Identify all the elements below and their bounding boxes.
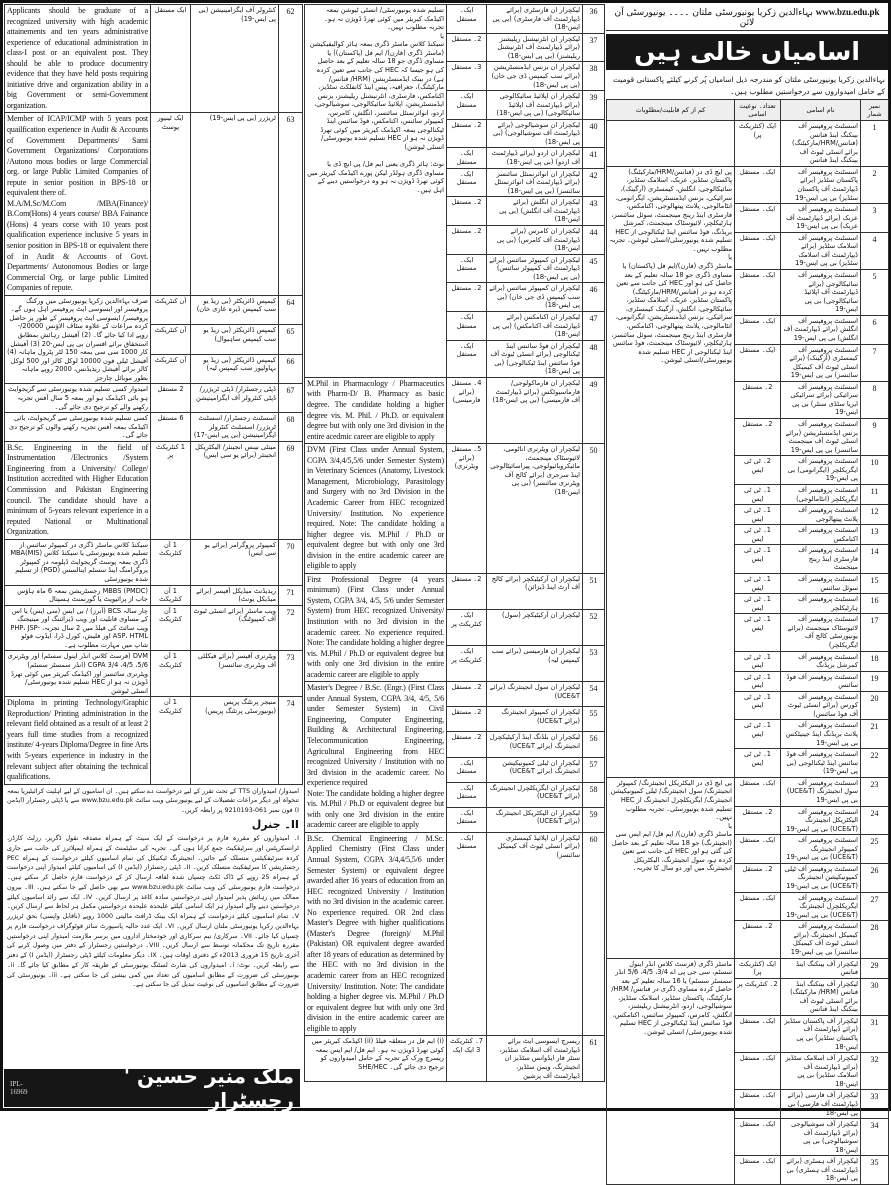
post-name-cell: لیکچرار ان ایگریکلچرل انجینئرنگ (برائے UCE&T) — [487, 782, 583, 807]
row-number-cell: 53 — [583, 646, 605, 682]
post-name-cell: منیجر پرنٹنگ پریس (یونیورسٹی پرنٹنگ پریس) — [191, 697, 279, 784]
post-name-cell: لیکچرار ان اپلائیڈ کیمسٹری (برائے انسٹی ٹیوٹ آف کیمیکل سائنسز) — [487, 832, 583, 1035]
post-name-cell: لیکچرار ان کامرس (برائے ڈیپارٹمنٹ آف کامرس) (بی پی ایس-18) — [487, 225, 583, 254]
tenure-cell: 2۔ مستقل — [735, 863, 781, 892]
row-number-cell: 52 — [583, 609, 605, 645]
table-row — [5, 384, 303, 413]
general-notes — [4, 785, 302, 993]
post-name-cell: اسسٹنٹ پروفیسر آف بزنس ایڈمنسٹریشن (برائے انسٹی ٹیوٹ آف مینجمنٹ سائنسز) بی پی ایس-19 — [781, 419, 861, 456]
post-name-cell: لیکچرار ان فارماکولوجی/ فارماسیوٹکس (برائے ڈیپارٹمنٹ آف فارمیسی) (بی پی ایس-18) — [487, 377, 583, 443]
post-name-cell: لیکچرار ان کمپیوٹر سائنس (برائے سب کیمپس ڈی جی خان) (بی پی ایس-18) — [487, 283, 583, 312]
qualification-cell: (PMDC) MBBS رجسٹریشن بمعہ 6 ماہ ہاؤس جاب از پرائیویٹ یا گورنمنٹ ہسپتال — [5, 585, 151, 605]
table-row — [305, 832, 605, 1035]
post-name-cell: کیمپس ڈائریکٹر (بی زیڈ یو سب کیمپس ڈیرہ غازی خان) — [191, 295, 279, 325]
row-number-cell: 40 — [583, 119, 605, 148]
row-number-cell: 43 — [583, 197, 605, 226]
row-number-cell: 28 — [861, 921, 889, 958]
row-number-cell: 5 — [861, 270, 889, 316]
row-number-cell: 6 — [861, 315, 889, 344]
row-number-cell: 47 — [583, 312, 605, 341]
row-number-cell: 50 — [583, 444, 605, 574]
table-row — [305, 573, 605, 609]
post-name-cell: ویب ماسٹر (برائے انسٹی ٹیوٹ آف کمپیوٹنگ) — [191, 605, 279, 651]
vacancy-table-62-74 — [4, 4, 303, 785]
table-row — [5, 413, 303, 442]
tenure-cell: 1۔ ٹی ٹی ایس — [735, 671, 781, 691]
column-right — [606, 4, 888, 1185]
header-qualification: کم از کم قابلیت/مطلوبات — [607, 100, 735, 121]
qualification-cell: پی ایچ ڈی در (فنانس/HRM/مارکیٹنگ) پاکستان سٹڈیز، عربک، اسلامک سٹڈیز، سائیکالوجی، انگلش، کیمسٹری (آرگینک)، سرائیکی، بزنس ایڈمنسٹریشن، ایگرانومی، انٹامالوجی، پلانٹ پیتھالوجی، اکنامکس، فارسٹری اینڈ رینج مینجمنٹ، سوئل سائنسز، ہارٹیکلچر، لائیوسٹاک مینجمنٹ، کمرشل بریڈنگ، فوڈ سائنس اینڈ ٹیکنالوجی از HEC تسلیم شدہ یونیورسٹی/انسٹی ٹیوشن۔ تجربہ مطلوب نہیں۔ یا ماسٹر ڈگری (فارن)/ایم فل (پاکستان) یا مساوی ڈگری جو 18 سالہ تعلیم کے بعد حاصل کی ہو اور HEC کی جانب سے تعین کردہ ہو در (فنانس/HRM/مارکیٹنگ) پاکستان سٹڈیز، عربک، اسلامک سٹڈیز، سائیکالوجی، انگلش، آرگینک کیمسٹری، سرائیکی، بزنس ایڈمنسٹریشن، ایگرانومی، انٹامالوجی، پلانٹ پیتھالوجی، اکنامکس، فارسٹری اینڈ رینج مینجمنٹ، سوئل سائنسز، ہارٹیکلچر، لائیوسٹاک مینجمنٹ، فوڈ سائنس اینڈ ٹیکنالوجی از HEC تسلیم شدہ یونیورسٹی/انسٹی ٹیوشن۔ — [607, 166, 735, 777]
table-row — [607, 958, 889, 978]
post-name-cell: کیمپس ڈائریکٹر (بی زیڈ یو سب کیمپس ساہیوال) — [191, 325, 279, 355]
table-row — [305, 682, 605, 707]
qualification-cell: First Professional Degree (4 years minimum) (First Class under Annual System, CGPA 3/4, 4/5, 5/6 under Semester System) from HEC recognized University/ Institution with no 3rd division in the academic career. No experience required. Note: The candidate holding a higher degree vis. M.Phil / Ph.D or equivalent degree but with only one 3rd division in the entire academic career are eligible to apply — [305, 573, 447, 681]
website-link[interactable]: www.bzu.edu.pk — [815, 7, 880, 17]
post-name-cell: اسسٹنٹ پروفیسر آف انگلش (برائے ڈیپارٹمنٹ آف انگلش) بی پی ایس-19 — [781, 315, 861, 344]
row-number-cell: 73 — [279, 651, 303, 697]
qualification-cell: M.Phil in Pharmacology / Pharmaceutics with Pharm-D/ B. Pharmacy as basic degree. The candidate holding a higher degree vis. M. Phil. / Ph.D. or equivalent degree but with only one 3rd division in the entire acedmic career are eligible to apply — [305, 377, 447, 443]
post-name-cell: لیکچرار ان کمپیوٹر سائنس (برائے ڈیپارٹمنٹ آف کمپیوٹر سائنس) (بی پی ایس-18) — [487, 254, 583, 283]
tenure-cell: ایک۔ مستقل — [447, 91, 487, 120]
tenure-cell: ایک۔ مستقل — [447, 168, 487, 197]
post-name-cell: اسسٹنٹ پروفیسر آف پلانٹ پیتھالوجی — [781, 505, 861, 525]
tenure-cell: 1۔ ٹی ٹی ایس — [735, 545, 781, 574]
row-number-cell: 65 — [279, 325, 303, 355]
tenure-cell: آن کنٹریکٹ — [151, 325, 191, 355]
tenure-cell: 2۔ مستقل — [447, 682, 487, 707]
row-number-cell: 58 — [583, 782, 605, 807]
table-row — [5, 697, 303, 784]
table-row — [607, 121, 889, 167]
row-number-cell: 57 — [583, 757, 605, 782]
row-number-cell: 17 — [861, 614, 889, 651]
table-row — [5, 295, 303, 325]
tenure-cell: 2 مستقل — [151, 384, 191, 413]
post-name-cell: اسسٹنٹ پروفیسر آف فوڈ سائنس اینڈ ٹیکنالوجی (بی پی ایس-19) — [781, 749, 861, 778]
table-row — [5, 113, 303, 295]
tenure-cell: 2۔ مستقل — [447, 225, 487, 254]
row-number-cell: 16 — [861, 594, 889, 614]
row-number-cell: 22 — [861, 749, 889, 778]
post-name-cell: اسسٹنٹ پروفیسر آف ہارٹیکلچر — [781, 594, 861, 614]
table-row — [305, 1036, 605, 1082]
general-instructions: I۔ امیدواروں کو مقررہ فارم پر درخواست کے ایک سیٹ کے ہمراہ مصدقہ نقول ڈگریز، رزلٹ کارڈز، ٹرانسکرپٹس اور سرٹیفکیٹ جمع کرانا ہوں گی۔ تجربہ کی سٹیٹمنٹ کے ہمراہ ایمپلائرز کی جانب سے جاری کردہ سرٹیفکیٹس منسلک کیے جائیں۔ انجینئرنگ ٹیکنیکل کی تمام اسامیوں کیلئے درخواست کے ہمراہ PEC رجسٹریشن کا سرٹیفکیٹ منسلک کریں۔ II۔ ڈپٹی رجسٹرار (ایڈمن I) کی اسامیوں کیلئے امیدوار اپنی درخواست کے ہمراہ 25 روپے کے ڈاک ٹکٹ چسپاں شدہ لفافہ ارسال کر کے درخواست فارم حاصل کر سکتے ہیں۔ درخواست فارم یونیورسٹی کی ویب سائٹ www.bzu.edu.pk سے بھی حاصل کیے جا سکتے ہیں۔ III۔ بیرون ممالک میں رہائش پذیر امیدوار اپنی درخواستیں سادہ کاغذ پر ارسال کریں۔ IV۔ ایک سے زائد اسامیوں کیلئے درخواستیں دینے والے امیدوار ہر ایک اسامی کیلئے علیحدہ علیحدہ درخواستیں مکمل ہر لحاظ سے ارسال کریں۔ V۔ تمام اسامیوں کیلئے درخواست کے ہمراہ ایک بینک ڈرافٹ مالیتی 1000 روپے (ناقابل واپسی) بحق ٹریژرر بہاءالدین زکریا یونیورسٹی ملتان ارسال کریں۔ VI۔ ایک عدد حالیہ پاسپورٹ سائز فوٹوگراف درخواست فارم پر چسپاں کیا جائے۔ VII۔ سرکاری/ نیم سرکاری اور خودمختار اداروں میں برسر ملازمت امیدوار اپنی درخواستیں مقررہ تاریخ تک محکمانہ توسط سے ارسال کریں۔ VIII۔ درخواستیں رجسٹرار کے دفتر میں وصول کرنے کی آخری تاریخ 15 فروری 2013ء کے دفتری اوقات ہیں۔ IX۔ دیگر معلومات کیلئے ڈپٹی رجسٹرار (ایڈمن I) کے دفتر سے رابطہ کریں۔ نوٹ: i۔ امیدواروں کی شارٹ لسٹنگ یونیورسٹی کے طریقہ کار کے مطابق کیا جائے گا۔ ii۔ یونیورسٹی کی ضرورت کے مطابق اسامیوں کی تعداد میں کمی بیشی کی جا سکتی ہے۔ iii۔ یونیورسٹی کی ضرورت کے مطابق اسامیوں کی نوعیت تبدیل کی جا سکتی ہے۔ — [7, 835, 300, 989]
qualification-cell: Member of ICAP/ICMP with 5 years post quailfication experience in Audit & Accounts of Government Departments/ Sami Government Organizations/ Corporations /Autono mous bodies or large Commercial org. or large Public Limited Companies of repute in senior position in BPS-18 or equivalent there of. M.A/M.Sc/M.Com /MBA(Finance)/ B.Com(Hons) 4 years course/ BBA Fainance (Hons) 4 years corse with 10 years post qualification experience inclusive 5 years in senior position in BPS-18 or equivalent there of in Audit & Accounts of Govt. Departments/ Autonomous Bodies or large Commercial Org. or large public Limited Companies of repute. — [5, 113, 151, 295]
tenure-cell: 2۔ مستقل — [447, 33, 487, 62]
column-middle — [304, 4, 604, 1082]
qualification-cell: DVM (فرسٹ کلاس انڈر اینول سسٹم) اور ویٹرنری 5/6، 4/5، 3/4 CGPA (انڈر سمسٹر سسٹم) ویٹرنری سائنسز اور اکیڈمک کیریئر میں کوئی تھرڈ ڈویژن نہ ہو از HEC تسلیم شدہ یونیورسٹی/ انسٹی ٹیوشن — [5, 651, 151, 697]
post-name-cell: لیکچرار ان انٹرنیشنل ریلیشنز (برائے ڈیپارٹمنٹ آف انٹرنیشنل ریلیشنز) (بی پی ایس-18) — [487, 33, 583, 62]
tenure-cell: 1 آن کنٹریکٹ — [151, 585, 191, 605]
header-tenure: تعداد۔ نوعیت اسامی — [735, 100, 781, 121]
post-name-cell: اسسٹنٹ پروفیسر آف کورس (برائے انسٹی ٹیوٹ آف فوڈ سائنس) — [781, 691, 861, 720]
post-name-cell: لیکچرار ان الیکٹریکل انجینئرنگ (برائے UCE&T) — [487, 807, 583, 832]
post-name-cell: لیکچرار آف بینکنگ اینڈ فنانس — [781, 958, 861, 978]
post-name-cell: اسسٹنٹ پروفیسر آف اکنامکس — [781, 525, 861, 545]
post-name-cell: لیکچرار آف اسلامک سٹڈیز (برائے ڈیپارٹمنٹ آف اسلامک سٹڈیز) بی پی ایس-18 — [781, 1053, 861, 1090]
tenure-cell: 2۔ مستقل — [447, 732, 487, 757]
qualification-cell: Applicants should be graduate of a recognized university with high academic attainements and ten years administrative experience of educational administration in class-I post or an equivalent post. They should be able to produce documentry evidence that they have held posts requiring initiative drive and organization ability in a big Government or semi-Government organization. — [5, 5, 151, 113]
header-post: نام اسامی — [781, 100, 861, 121]
tenure-cell: ایک۔ مستقل — [735, 1015, 781, 1052]
post-name-cell: ریذیڈنٹ میڈیکل آفیسر (برائے میڈیکل یونٹ) — [191, 585, 279, 605]
row-number-cell: 15 — [861, 574, 889, 594]
row-number-cell: 38 — [583, 62, 605, 91]
row-number-cell: 23 — [861, 777, 889, 806]
tenure-cell: 1۔ ٹی ٹی ایس — [735, 614, 781, 651]
registrar-footer — [4, 1064, 300, 1112]
tenure-cell: 1 آن کنٹریکٹ — [151, 651, 191, 697]
row-number-cell: 27 — [861, 892, 889, 921]
row-number-cell: 7 — [861, 344, 889, 381]
qualification-cell: پی ایچ ڈی در الیکٹریکل انجینئرنگ/ کمپیوٹر انجینئرنگ/ سول انجینئرنگ/ ٹیلی کمیونیکیشن انجینئرنگ/ ایگریکلچرل انجینئرنگ از HEC تسلیم شدہ یونیورسٹی۔ تجربہ مطلوب نہیں۔ یا ماسٹر ڈگری (فارن)/ ایم فل/ ایم ایس سی (انجینئرنگ) جو 18 سالہ تعلیم کے بعد حاصل کی گئی ہو اور HEC کی جانب سے تعین کردہ ہو، سول انجینئرنگ، الیکٹریکل انجینئرنگ میں اور دو سال کا تجربہ۔ — [607, 777, 735, 958]
tenure-cell: 1۔ ٹی ٹی ایس — [735, 749, 781, 778]
qualification-cell: صرف بہاءالدین زکریا یونیورسٹی میں ورکنگ پروفیسر اور ایسوسی ایٹ پروفیسر اہل ہوں گے۔ پروفیسر/ ایسوسی ایٹ پروفیسر کے طور پر حاصل کردہ مراعات کے علاوہ سٹاف الاؤنس 20000/- روپے ادا کیا جائے گا۔ (2) آفیشل رہائش بمطابق استحقاق برائے افسران بی پی ایس-20 (3) آفیشل کار 1000 سی سی بمعہ 150 لٹر پٹرول ماہانہ (4) آفیشل ٹیلی فون 10000 لوکل کالز اور 500 لوکل کالز برائے آفیشل ریذیڈنس، 2000 روپے ماہانہ بطور موبائل چارجز — [5, 295, 151, 384]
tenure-cell: 3۔ مستقل — [447, 62, 487, 91]
tenure-cell: ایک۔ مستقل — [735, 777, 781, 806]
qualification-cell: تسلیم شدہ یونیورسٹی/ انسٹی ٹیوشن بمعہ اکیڈمک کیریئر میں کوئی تھرڈ ڈویژن نہ ہو۔ تجربہ مطلوب نہیں۔ یا سیکنڈ کلاس ماسٹر ڈگری بمعہ ہائر کوالیفیکیشن (ماسٹر ڈگری (فارن)/ ایم فل (پاکستان)) یا مساوی ڈگری جو 18 سالہ تعلیم کے بعد حاصل کی ہو جیسا کہ HEC کی جانب سے تعین کردہ ہے) در بینک ایڈمنسٹریشن (HRM/ فنانس/ مارکیٹنگ)، جغرافیہ، پیس اینڈ کانفلکٹ سٹڈیز، اکنامکس، فارسٹری، انٹرنیشنل ریلیشنز، بزنس ایڈمنسٹریشن، اپلائیڈ سائیکالوجی، سوشیالوجی، اردو، انوائرنمنٹل سائنسز، انگلش، کامرس، کمپیوٹر سائنس، اکنامکس، فوڈ سائنس اینڈ ٹیکنالوجی بمعہ اکیڈمک کیریئر میں کوئی تھرڈ ڈویژن نہ ہو از HEC تسلیم شدہ یونیورسٹی/ انسٹی ٹیوشن) نوٹ: ہائر ڈگری یعنی ایم فل/ پی ایچ ڈی یا مساوی ڈگری ہولڈر لیکن پورے اکیڈمک کیریئر میں کوئی تھرڈ ڈویژن نہ ہو وہ درخواستیں دینے کے اہل ہیں۔ — [305, 5, 447, 378]
vacancies-banner: اسامیاں خالی ہیں — [606, 34, 888, 70]
post-name-cell: اسسٹنٹ پروفیسر آف کیمیکل انجینئرنگ (برائے انسٹی ٹیوٹ آف کیمیکل سائنسز) بی پی ایس-19 — [781, 921, 861, 958]
row-number-cell: 35 — [861, 1156, 889, 1185]
tenure-cell: ایک (کنٹریکٹ پر) — [735, 121, 781, 167]
tts-note: امیدوار/ امیدواران TTS کے تحت تقرر کے لیے درخواست دے سکتے ہیں۔ ان اسامیوں کے لیے اہلیت کرائیٹیریا بمعہ تنخواہ اور دیگر مراعات تفصیلات کے لیے یونیورسٹی ویب سائٹ www.bzu.edu.pk سے یا ڈپٹی رجسٹرار (ایڈمن I) فون نمبر 061-9210193 پر رابطہ کریں۔ — [7, 787, 299, 815]
intro-text: بہاءالدین زکریا یونیورسٹی ملتان کو مندرجہ ذیل اسامیاں پُر کرنے کیلئے پاکستانی قومیت کے حامل امیدواروں سے درخواستیں مطلوب ہیں۔ — [612, 75, 885, 96]
tenure-cell: 2۔ مستقل — [735, 381, 781, 418]
tenure-cell: 2۔ مستقل — [447, 119, 487, 148]
row-number-cell: 72 — [279, 605, 303, 651]
tenure-cell: 6 مستقل — [151, 413, 191, 442]
row-number-cell: 12 — [861, 505, 889, 525]
qualification-cell: سیکنڈ کلاس ماسٹر ڈگری در کمپیوٹر سائنس از تسلیم شدہ یونیورسٹی یا سیکنڈ کلاس (MIS)MBA ڈگری بمعہ پوسٹ گریجوایٹ ڈپلومہ در کمپیوٹر پروگرامنگ اینڈ سسٹم اینالسس (PGD) از تسلیم شدہ یونیورسٹی — [5, 539, 151, 585]
row-number-cell: 24 — [861, 806, 889, 835]
tenure-cell: ایک۔ مستقل — [447, 782, 487, 807]
row-number-cell: 46 — [583, 283, 605, 312]
post-name-cell: لیکچرار ان ویٹرنری اناٹومی، لائیوسٹاک مینجمنٹ، مائیکروبائیولوجی، پیراسائیٹالوجی اینڈ سرجری (برائے کالج آف ویٹرنری سائنسز) (بی پی ایس-18) — [487, 444, 583, 574]
row-number-cell: 32 — [861, 1053, 889, 1090]
tenure-cell: ایک۔ مستقل — [447, 832, 487, 1035]
tenure-cell: 2۔ مستقل — [447, 197, 487, 226]
tenure-cell: ایک۔ مستقل — [447, 312, 487, 341]
qualification-cell — [607, 121, 735, 167]
post-name-cell: اسسٹنٹ پروفیسر آف ٹیلی کمیونیکیشن انجینئرنگ (UCE&T) بی پی ایس-19 — [781, 863, 861, 892]
post-name-cell: اسسٹنٹ پروفیسر آف ایگریکلچر (انٹامالوجی) — [781, 484, 861, 504]
table-row — [305, 5, 605, 34]
tenure-cell: 4۔ مستقل (برائے فارمیسی) — [447, 377, 487, 443]
tenure-cell: ایک۔ مستقل — [735, 204, 781, 233]
post-name-cell: اسسٹنٹ پروفیسر آف الیکٹریکل انجینئرنگ (UCE&T) بی پی ایس-19 — [781, 806, 861, 835]
row-number-cell: 63 — [279, 113, 303, 295]
row-number-cell: 55 — [583, 707, 605, 732]
tenure-cell: 1۔ ٹی ٹی ایس — [735, 505, 781, 525]
row-number-cell: 59 — [583, 807, 605, 832]
post-name-cell: لیکچرار ان اکنامکس (برائے ڈیپارٹمنٹ آف اکنامکس) (بی پی ایس-18) — [487, 312, 583, 341]
row-number-cell: 33 — [861, 1090, 889, 1119]
tenure-cell: ایک۔ مستقل — [447, 148, 487, 168]
tenure-cell: 2۔ مستقل — [447, 283, 487, 312]
tenure-cell: 7۔ کنٹریکٹ 3 ایک ایک — [447, 1036, 487, 1082]
post-name-cell: لیکچرار ان فارسٹری (برائے ڈیپارٹمنٹ آف فارسٹری) (بی پی ایس-18) — [487, 5, 583, 34]
header-number: نمبر شمار — [861, 100, 889, 121]
row-number-cell: 9 — [861, 419, 889, 456]
row-number-cell: 45 — [583, 254, 605, 283]
tenure-cell: 1 آن کنٹریکٹ — [151, 605, 191, 651]
post-name-cell: لیکچرار ان سول انجینئرنگ (برائے UCE&T) — [487, 682, 583, 707]
post-name-cell: لیکچرار آف ہسٹری (برائے ڈیپارٹمنٹ آف ہسٹری) بی پی ایس-18 — [781, 1156, 861, 1185]
table-header-row — [607, 100, 889, 121]
row-number-cell: 21 — [861, 720, 889, 749]
tenure-cell: ایک۔ مستقل — [735, 835, 781, 864]
post-name-cell: لیکچرار آف سوشیالوجی (برائے ڈیپارٹمنٹ آف سوشیالوجی) بی پی ایس-18 — [781, 1119, 861, 1156]
row-number-cell: 44 — [583, 225, 605, 254]
qualification-cell: DVM (First Class under Annual System, CGPA 3/4,4/5,5/6 under Semester System) in Veterinary Sciences (Anatomy, Livestock Management, Microbiology, Parasitology and Surgery with no 3rd Division in the Academic Career from HEC recognized University/ Institution. No experience required. Note: The candidate holding a higher degree vis. M.Phil / Ph.D or equivalent degree but with only one 3rd division in the entire academic career are eligible to apply — [305, 444, 447, 574]
table-row — [5, 605, 303, 651]
tenure-cell: 1۔ ٹی ٹی ایس — [735, 594, 781, 614]
row-number-cell: 61 — [583, 1036, 605, 1082]
post-name-cell: لیکچرار ان فارمیسی (برائے سب کیمپس لیہ) — [487, 646, 583, 682]
tenure-cell: ایک۔ مستقل — [735, 1053, 781, 1090]
post-name-cell: اسسٹنٹ پروفیسر آف کیمسٹری (آرگینک) (برائے انسٹی ٹیوٹ آف کیمیکل سائنسز) بی پی ایس-19 — [781, 344, 861, 381]
row-number-cell: 29 — [861, 958, 889, 978]
row-number-cell: 51 — [583, 573, 605, 609]
qualification-cell: کسی تسلیم شدہ یونیورسٹی سے گریجوایٹ، بائی اکیڈمک بمعہ آفس تجربہ رکھنے والوں کو ترجیح دی جائے گی۔ — [5, 413, 151, 442]
tenure-cell: آن کنٹریکٹ — [151, 354, 191, 384]
tenure-cell: 1۔ ٹی ٹی ایس — [735, 484, 781, 504]
post-name-cell: ٹریژرر (بی پی ایس-19) — [191, 113, 279, 295]
tenure-cell: 2۔ مستقل — [447, 707, 487, 732]
tenure-cell: ایک (کنٹریکٹ پر) — [735, 958, 781, 978]
table-row — [5, 585, 303, 605]
tenure-cell: ایک۔ مستقل — [447, 5, 487, 34]
row-number-cell: 10 — [861, 456, 889, 485]
post-name-cell: اسسٹنٹ پروفیسر آف فوڈ سائنس — [781, 671, 861, 691]
tenure-cell: 1 آن کنٹریکٹ — [151, 697, 191, 784]
tenure-cell: آن کنٹریکٹ — [151, 295, 191, 325]
table-row — [607, 166, 889, 203]
post-name-cell: اسسٹنٹ پروفیسر آف لائیوسٹاک مینجمنٹ (برائے یونیورسٹی کالج آف ایگریکلچر) — [781, 614, 861, 651]
row-number-cell: 56 — [583, 732, 605, 757]
tenure-cell: 1۔ ٹی ٹی ایس — [735, 720, 781, 749]
qualification-cell: چار سالہ BCS (آنرز) / بی ایس (سی ایس) یا اس کے مساوی قابلیت اور ویب ڈیزائننگ اور مینیجنگ ویب سائٹ کی فیلڈ میں 2 سال تجربہ، PHP، JSP-ASP، HTML اور فلیش، کورل ڈرا، ایڈوب فوٹو شاپ میں مہارت مطلوب ہے۔ — [5, 605, 151, 651]
tenure-cell: 2۔ مستقل — [735, 806, 781, 835]
post-name-cell: اسسٹنٹ رجسٹرار/ اسسٹنٹ ٹریژرر/ اسسٹنٹ کنٹرولر ایگزامینیشن (بی پی ایس-17) — [191, 413, 279, 442]
post-name-cell: اسسٹنٹ پروفیسر آف سول انجینئرنگ (UCE&T) بی پی ایس-19 — [781, 777, 861, 806]
tenure-cell: 1۔ ٹی ٹی ایس — [735, 574, 781, 594]
post-name-cell: لیکچرار ان انگلش (برائے ڈیپارٹمنٹ آف انگلش) (بی پی ایس-18) — [487, 197, 583, 226]
registrar-signatory: ملک منیر حسین ' رجسٹرار — [123, 1064, 294, 1112]
post-name-cell: کیمپس ڈائریکٹر (بی زیڈ یو بہاولپور سب کیمپس لیہ) — [191, 354, 279, 384]
tenure-cell: ایک۔ مستقل — [735, 892, 781, 921]
post-name-cell: اسسٹنٹ پروفیسر آف پاکستان سٹڈیز (برائے ڈیپارٹمنٹ آف پاکستان سٹڈیز) بی پی ایس-19 — [781, 166, 861, 203]
row-number-cell: 4 — [861, 232, 889, 269]
row-number-cell: 14 — [861, 545, 889, 574]
tenure-cell: 1۔ ٹی ٹی ایس — [735, 525, 781, 545]
tenure-cell: ایک۔ مستقل — [735, 1090, 781, 1119]
post-name-cell: اسسٹنٹ پروفیسر آف سرائیکی (برائے سرائیکی ایریا سٹڈی سنٹر) بی پی ایس-19 — [781, 381, 861, 418]
tenure-cell: ایک۔ مستقل — [735, 344, 781, 381]
row-number-cell: 13 — [861, 525, 889, 545]
tenure-cell: ایک مستقل — [151, 5, 191, 113]
post-name-cell: لیکچرار ان بلڈنگ اینڈ آرکیٹیکچرل انجینئرنگ (برائے UCE&T) — [487, 732, 583, 757]
qualification-cell: (i) ایم فل در متعلقہ فیلڈ (ii) اکیڈمک کیریئر میں کوئی تھرڈ ڈویژن نہ ہو۔ ایم فل/ ایم ایس بمعہ ریسرچ ورک کے تجربہ کے حامل امیدواروں کو ترجیح دی جائے گی۔ SHE/HEC — [305, 1036, 447, 1082]
post-name-cell: لیکچرار ان آرکیٹیکچر (سول) — [487, 609, 583, 645]
row-number-cell: 19 — [861, 671, 889, 691]
tenure-cell: ایک۔ مستقل — [735, 1156, 781, 1185]
qualification-cell: امیدوار کسی تسلیم شدہ یونیورسٹی سے گریجوایٹ ہو بائی اکیڈمک ہو اور بمعہ 5 سال آفس تجربہ رکھنے والے کو ترجیح دی جائے گی۔ — [5, 384, 151, 413]
tenure-cell: ایک۔ مستقل — [735, 315, 781, 344]
row-number-cell: 70 — [279, 539, 303, 585]
post-name-cell: اسسٹنٹ پروفیسر آف ایگریکلچرل انجینئرنگ (UCE&T) بی پی ایس-19 — [781, 892, 861, 921]
post-name-cell: اسسٹنٹ پروفیسر آف پلانٹ بریڈنگ اینڈ جینیٹکس بی پی ایس-19 — [781, 720, 861, 749]
post-name-cell: اسسٹنٹ پروفیسر آف کمرشل بریڈنگ — [781, 651, 861, 671]
tenure-cell: 2۔ ٹی ٹی ایس — [735, 456, 781, 485]
post-name-cell: اسسٹنٹ پروفیسر آف بینکنگ اینڈ فنانس (فنانس/HRM/مارکیٹنگ) برائے انسٹی ٹیوٹ آف بینکنگ اینڈ فنانس — [781, 121, 861, 167]
tenure-cell: ایک۔ مستقل — [735, 166, 781, 203]
row-number-cell: 54 — [583, 682, 605, 707]
ad-code: IPL-16969 — [10, 1080, 28, 1096]
row-number-cell: 26 — [861, 863, 889, 892]
tenure-cell: ایک۔ مستقل — [735, 232, 781, 269]
post-name-cell: اسسٹنٹ پروفیسر آف سائیکالوجی (برائے ڈیپارٹمنٹ آف اپلائیڈ سائیکالوجی) بی پی ایس-19 — [781, 270, 861, 316]
row-number-cell: 31 — [861, 1015, 889, 1052]
tenure-cell: 1۔ ٹی ٹی ایس — [735, 691, 781, 720]
table-row — [305, 377, 605, 443]
row-number-cell: 66 — [279, 354, 303, 384]
table-row — [305, 444, 605, 574]
post-name-cell: اسسٹنٹ پروفیسر آف کمپیوٹر انجینئرنگ (UCE&T) بی پی ایس-19 — [781, 835, 861, 864]
post-name-cell: اسسٹنٹ پروفیسر آف سوئل سائنس — [781, 574, 861, 594]
column-left — [4, 4, 302, 1112]
row-number-cell: 67 — [279, 384, 303, 413]
row-number-cell: 74 — [279, 697, 303, 784]
row-number-cell: 41 — [583, 148, 605, 168]
tenure-cell: ایک۔ مستقل — [447, 340, 487, 377]
row-number-cell: 39 — [583, 91, 605, 120]
table-row — [607, 777, 889, 806]
post-name-cell: لیکچرار ان اردو (برائے ڈیپارٹمنٹ آف اردو) (بی پی ایس-18) — [487, 148, 583, 168]
row-number-cell: 62 — [279, 5, 303, 113]
table-row — [5, 651, 303, 697]
post-name-cell: لیکچرار ان انوائرنمنٹل سائنسز (برائے ڈیپارٹمنٹ آف انوائرنمنٹل سائنسز) (بی پی ایس-18) — [487, 168, 583, 197]
qualification-cell: Diploma in printing Technology/Graphic Reproduction/ Printing administration in the relevant field obtained as a result of at least 2 years full time studies from a recognized institute/ 4-years Diploma/Degree in fine Arts with 5-years experience in industry in the relevant subject after obtaining the technical qualifications. — [5, 697, 151, 784]
post-name-cell: کمپیوٹر پروگرامر (برائے یو سی ایس) — [191, 539, 279, 585]
post-name-cell: اسسٹنٹ پروفیسر آف اسلامک سٹڈیز (برائے ڈیپارٹمنٹ آف اسلامک سٹڈیز) بی پی ایس-19 — [781, 232, 861, 269]
tenure-cell: ایک۔ کنٹریکٹ پر — [447, 646, 487, 682]
post-name-cell: مینٹی نینس انجینئر/ الیکٹریکل انجینئر (برائے یو سی ایس) — [191, 441, 279, 539]
row-number-cell: 20 — [861, 691, 889, 720]
tenure-cell: 1 آن کنٹریکٹ — [151, 539, 191, 585]
vacancy-table-1-35 — [606, 99, 889, 1185]
row-number-cell: 25 — [861, 835, 889, 864]
tenure-cell: 2۔ کنٹریکٹ پر — [735, 978, 781, 1015]
post-name-cell: ڈپٹی رجسٹرار/ ڈپٹی ٹریژرر/ ڈپٹی کنٹرولر آف ایگزامینیشن — [191, 384, 279, 413]
row-number-cell: 8 — [861, 381, 889, 418]
website-line — [606, 4, 888, 31]
post-name-cell: ویٹرنری آفیسر (برائے فیکلٹی آف ویٹرنری سائنسز) — [191, 651, 279, 697]
row-number-cell: 1 — [861, 121, 889, 167]
tenure-cell: ایک ٹینیور پوسٹ — [151, 113, 191, 295]
post-name-cell: لیکچرار ان بزنس ایڈمنسٹریشن (برائے سب کیمپس ڈی جی خان) (بی پی ایس-18) — [487, 62, 583, 91]
table-row — [5, 441, 303, 539]
row-number-cell: 69 — [279, 441, 303, 539]
row-number-cell: 42 — [583, 168, 605, 197]
row-number-cell: 37 — [583, 33, 605, 62]
qualification-cell: ماسٹر ڈگری (فرسٹ کلاس انڈر اینول سسٹم، سی جی پی اے 3/4، 4/5، 5/6 انڈر سمسٹر سسٹم) یا 16 سالہ تعلیم کے بعد حاصل کردہ مساوی ڈگری در فنانس/ HRM/ مارکیٹنگ، پاکستان سٹڈیز، اسلامک سٹڈیز، سوشیالوجی، اردو، انٹرنیشنل ریلیشنز، انگلش، کامرس، کمپیوٹر سائنس، اکنامکس، فوڈ سائنس اینڈ ٹیکنالوجی از HEC تسلیم شدہ یونیورسٹی/ انسٹی ٹیوشن۔ — [607, 958, 735, 1185]
tenure-cell: ایک۔ مستقل — [735, 1119, 781, 1156]
tenure-cell: ایک۔ مستقل — [735, 270, 781, 316]
row-number-cell: 71 — [279, 585, 303, 605]
tenure-cell: ایک۔ مستقل — [447, 807, 487, 832]
post-name-cell: لیکچرار ان اپلائیڈ سائیکالوجی (برائے ڈیپارٹمنٹ آف اپلائیڈ سائیکالوجی) (بی پی ایس-18) — [487, 91, 583, 120]
qualification-cell: B.Sc. Engineering in the field of Instrumentation /Electronics /System Engineering from a University/ College/ Institution accredited with Higher Education Commission and Pakistan Engineering council. The candidate should have a minimum of 5-years relevant experience in a reputed National or Multinational Organization. — [5, 441, 151, 539]
row-number-cell: 11 — [861, 484, 889, 504]
tenure-cell: 2۔ مستقل — [447, 573, 487, 609]
row-number-cell: 60 — [583, 832, 605, 1035]
tenure-cell: 5۔ مستقل (برائے ویٹرنری) — [447, 444, 487, 574]
qualification-cell: B.Sc. Chemical Engineering / M.Sc. Applied Chemistry (First Class under Annual System, CGPA 3/4,4/5,5/6 under Semester System) or equivalent degree awarded after 16 years of education from an HEC recognized University / Institution with no 3rd division in the academic career. No experience required. OR 2nd class Master's Degree with higher qualifications (Master's Degree (foreign)/ M.Phil (Pakistan) OR equivalent degree awarded after 18 years of education as determined by the HEC with no 3rd division in the academic career from an HEC recognized University/ Institution. Note: The candidate holding a higher degree vis. M.Phil / Ph.D or equivalent degree but with only one 3rd division in the entire academic career are eligible to apply — [305, 832, 447, 1035]
row-number-cell: 36 — [583, 5, 605, 34]
tenure-cell: 1۔ ٹی ٹی ایس — [735, 651, 781, 671]
post-name-cell: لیکچرار ان فوڈ سائنس اینڈ ٹیکنالوجی (برائے انسٹی ٹیوٹ آف فوڈ سائنس اینڈ ٹیکنالوجی) (بی پی ایس-18) — [487, 340, 583, 377]
post-name-cell: اسسٹنٹ پروفیسر آف عربک (برائے ڈیپارٹمنٹ آف عربک) بی پی ایس-19 — [781, 204, 861, 233]
qualification-cell: Master's Degree / B.Sc. (Engr.) (First Class under Annual System, CGPA 3/4, 4/5, 5/6 under Semester System) in Civil Engineering, Computer Engineering, Building & Architectural Engineering, Telecommunication Engineering, Agricultural Engineering from HEC recognized University / Institution with no 3rd division in the academic career. No experience required Note: The candidate holding a higher degree vis. M.Phil / Ph.D or equivalent degree but with only one 3rd division in the entire academic career are eligible to apply — [305, 682, 447, 833]
post-name-cell: ریسرچ ایسوسی ایٹ برائے ڈیپارٹمنٹ آف اسلامک سٹڈیز، سنٹر فار ایڈوانس سٹڈیز ان انجینئرنگ، ویمن سٹڈیز، ڈیپارٹمنٹ آف پرشین — [487, 1036, 583, 1082]
tenure-cell: ایک۔ مستقل — [447, 757, 487, 782]
row-number-cell: 49 — [583, 377, 605, 443]
row-number-cell: 64 — [279, 295, 303, 325]
tenure-cell: 2۔ مستقل — [735, 419, 781, 456]
general-heading: II۔ جنرل — [251, 817, 299, 831]
row-number-cell: 2 — [861, 166, 889, 203]
row-number-cell: 68 — [279, 413, 303, 442]
row-number-cell: 18 — [861, 651, 889, 671]
vacancy-table-36-61 — [304, 4, 605, 1082]
post-name-cell: کنٹرولر آف ایگزامینیشن (بی پی ایس-19) — [191, 5, 279, 113]
post-name-cell: لیکچرار آف بینکنگ اینڈ فنانس (HRM/ مارکیٹنگ) برائے انسٹی ٹیوٹ آف بینکنگ اینڈ فنانس — [781, 978, 861, 1015]
table-row — [5, 5, 303, 113]
tenure-cell: ایک۔ کنٹریکٹ پر — [447, 609, 487, 645]
post-name-cell: اسسٹنٹ پروفیسر آف فارسٹری اینڈ رینج مینجمنٹ — [781, 545, 861, 574]
tenure-cell: ایک۔ مستقل — [447, 254, 487, 283]
table-row — [5, 539, 303, 585]
post-name-cell: اسسٹنٹ پروفیسر آف ایگریکلچر (ایگرانومی) بی پی ایس-19 — [781, 456, 861, 485]
post-name-cell: لیکچرار ان ٹیلی کمیونیکیشن انجینئرنگ (برائے UCE&T) — [487, 757, 583, 782]
university-online: بہاءالدین زکریا یونیورسٹی ملتان ۔۔۔۔ یونیورسٹی آن لائن — [614, 8, 813, 28]
tenure-cell: 1 کنٹریکٹ پر — [151, 441, 191, 539]
tenure-cell: 2۔ مستقل — [735, 921, 781, 958]
row-number-cell: 30 — [861, 978, 889, 1015]
post-name-cell: لیکچرار ان سوشیالوجی (برائے ڈیپارٹمنٹ آف سوشیالوجی) (بی پی ایس-18) — [487, 119, 583, 148]
post-name-cell: لیکچرار آف فارسی (برائے ڈیپارٹمنٹ آف فارسی) بی پی ایس-18 — [781, 1090, 861, 1119]
post-name-cell: لیکچرار ان آرکیٹیکچر (برائے کالج آف آرٹ اینڈ ڈیزائن) — [487, 573, 583, 609]
row-number-cell: 34 — [861, 1119, 889, 1156]
post-name-cell: لیکچرار ان کمپیوٹر انجینئرنگ (برائے UCE&T) — [487, 707, 583, 732]
post-name-cell: لیکچرار آف پاکستان سٹڈیز (برائے ڈیپارٹمنٹ آف پاکستان سٹڈیز) بی پی ایس-18 — [781, 1015, 861, 1052]
row-number-cell: 3 — [861, 204, 889, 233]
row-number-cell: 48 — [583, 340, 605, 377]
